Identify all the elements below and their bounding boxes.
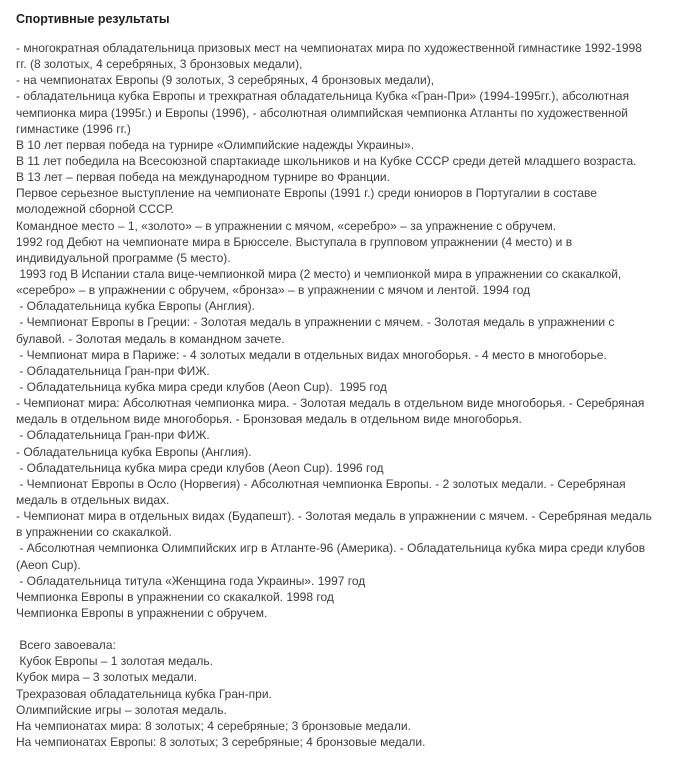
- text-line: - Обладательница Гран-при ФИЖ.: [16, 428, 210, 443]
- text-line: булавой. - Золотая медаль в командном зачете.: [16, 331, 285, 346]
- text-line: - обладательница кубка Европы и трехкратная обладательница Кубка «Гран-При» (1994-1995гг.), абсолютная: [16, 89, 630, 104]
- text-line: медаль в отдельном виде многоборья. - Бронзовая медаль в отдельном виде многоборья.: [16, 412, 522, 427]
- text-line: - Обладательница кубка Европы (Англия).: [16, 299, 255, 314]
- text-line: В 13 лет – первая победа на международном турнире во Франции.: [16, 170, 390, 185]
- text-line: - Обладательница кубка мира среди клубов (Aeon Cup). 1996 год: [16, 460, 384, 475]
- title-spacer: [16, 29, 681, 40]
- text-line: индивидуальной программе (5 место).: [16, 250, 231, 265]
- text-line: - Обладательница Гран-при ФИЖ.: [16, 363, 210, 378]
- text-line: гимнастике (1996 гг.): [16, 121, 131, 136]
- text-line: 1992 год Дебют на чемпионате мира в Брюсселе. Выступала в групповом упражнении (4 место) и в: [16, 234, 573, 249]
- text-line: - Обладательница титула «Женщина года Украины». 1997 год: [16, 573, 366, 588]
- text-line: - многократная обладательница призовых мест на чемпионатах мира по художественной гимнастике 1992-1998: [16, 41, 642, 55]
- text-line: Командное место – 1, «золото» – в упражнении с мячом, «серебро» – за упражнение с обручем.: [16, 218, 557, 233]
- text-line: медаль в отдельных видах.: [16, 492, 170, 507]
- text-line: Всего завоевала:: [16, 638, 116, 653]
- text-line: в упражнении со скакалкой.: [16, 525, 172, 540]
- text-line: - Чемпионат мира в Париже: - 4 золотых медали в отдельных видах многоборья. - 4 место в многоборье.: [16, 347, 607, 362]
- text-line: В 11 лет победила на Всесоюзной спартакиаде школьников и на Кубке СССР среди детей младшего возраста.: [16, 153, 637, 168]
- text-line: В 10 лет первая победа на турнире «Олимпийские надежды Украины».: [16, 137, 415, 152]
- text-line: Кубок мира – 3 золотых медали.: [16, 670, 198, 685]
- text-line: Первое серьезное выступление на чемпионате Европы (1991 г.) среди юниоров в Португалии в составе: [16, 186, 597, 201]
- text-line: Чемпионка Европы в упражнении со скакалкой. 1998 год: [16, 589, 334, 604]
- text-line: - на чемпионатах Европы (9 золотых, 3 серебряных, 4 бронзовых медали),: [16, 73, 435, 88]
- text-line: 1993 год В Испании стала вице-чемпионкой мира (2 место) и чемпионкой мира в упражнении со скакалкой,: [16, 266, 622, 281]
- text-line: «серебро» – в упражнении с обручем, «бронза» – в упражнении с мячом и лентой. 1994 год: [16, 283, 531, 298]
- text-line: - Чемпионат Европы в Греции: - Золотая медаль в упражнении с мячем. - Золотая медаль в упражнении с: [16, 315, 615, 330]
- section-title: Спортивные результаты: [16, 12, 170, 26]
- results-text: [16, 40, 681, 750]
- text-line: гг. (8 золотых, 4 серебряных, 3 бронзовых медали),: [16, 57, 303, 72]
- text-line: На чемпионатах Европы: 8 золотых; 3 серебряные; 4 бронзовые медали.: [16, 735, 426, 750]
- text-line: - Обладательница кубка Европы (Англия).: [16, 444, 252, 459]
- blank-line: [16, 621, 681, 637]
- text-line: - Абсолютная чемпионка Олимпийских игр в Атланте-96 (Америка). - Обладательница кубка мира среди клубов: [16, 541, 646, 556]
- text-line: - Обладательница кубка мира среди клубов (Aeon Cup). 1995 год: [16, 379, 387, 394]
- text-line: Трехразовая обладательница кубка Гран-при.: [16, 686, 272, 701]
- text-line: (Aeon Cup).: [16, 557, 81, 572]
- text-line: - Чемпионат мира в отдельных видах (Будапешт). - Золотая медаль в упражнении с мячем. - Серебряная медаль: [16, 509, 652, 524]
- text-line: Кубок Европы – 1 золотая медаль.: [16, 654, 213, 669]
- text-line: чемпионка мира (1995г.) и Европы (1996), - абсолютная олимпийская чемпионка Атланты по художественной: [16, 105, 628, 120]
- text-line: Чемпионка Европы в упражнении с обручем.: [16, 605, 268, 620]
- text-line: - Чемпионат Европы в Осло (Норвегия) - Абсолютная чемпионка Европы. - 2 золотых медали. - Серебряная: [16, 476, 626, 491]
- text-line: - Чемпионат мира: Абсолютная чемпионка мира. - Золотая медаль в отдельном виде многоборья. - Серебряная: [16, 396, 645, 411]
- text-line: Олимпийские игры – золотая медаль.: [16, 702, 227, 717]
- text-line: молодежной сборной СССР.: [16, 202, 174, 217]
- text-line: На чемпионатах мира: 8 золотых; 4 серебряные; 3 бронзовые медали.: [16, 718, 411, 733]
- sports-results-article: [16, 9, 681, 750]
